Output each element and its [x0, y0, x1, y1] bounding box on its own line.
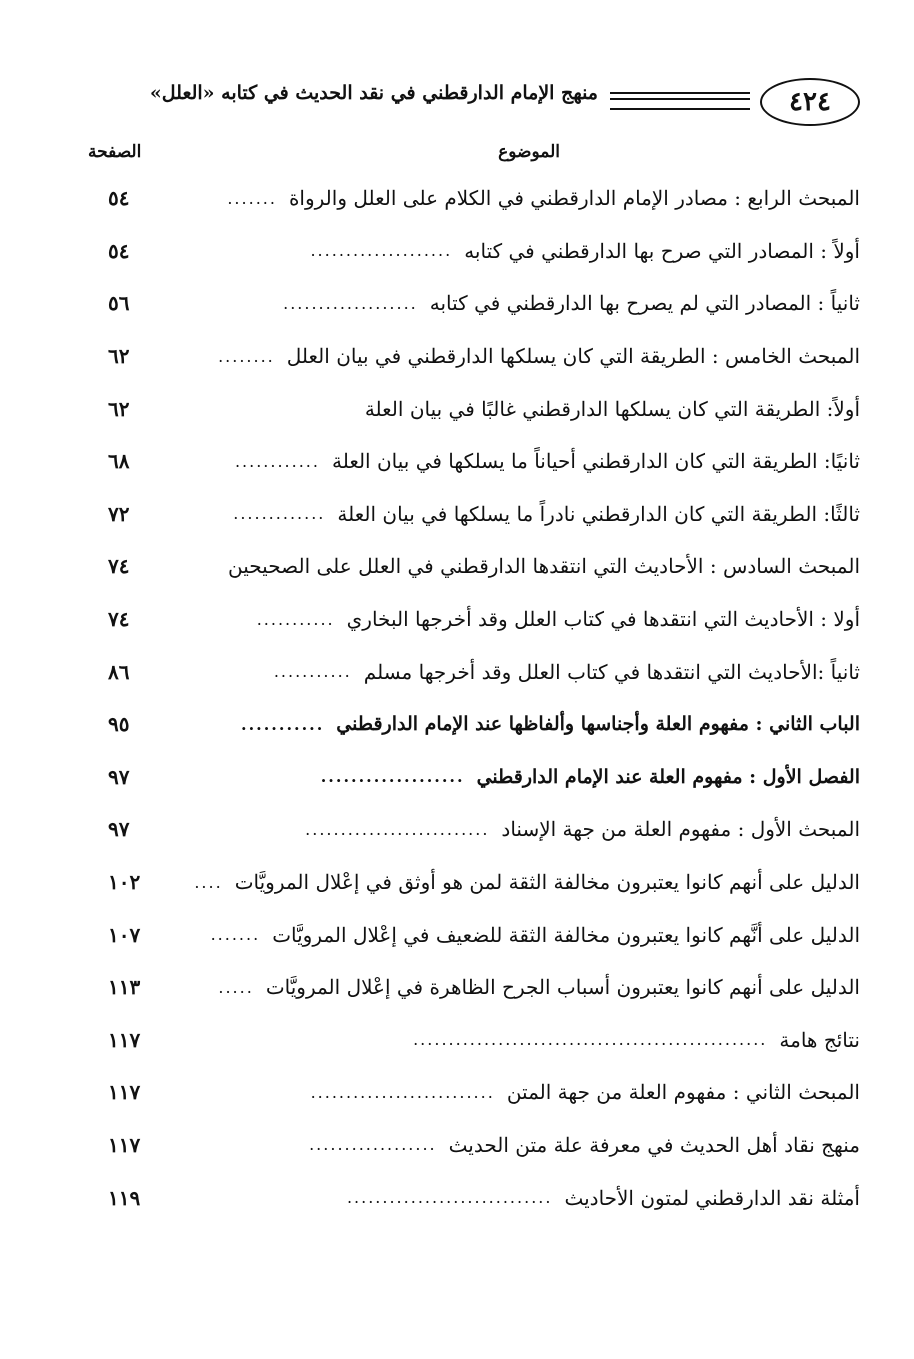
toc-row [60, 172, 860, 225]
toc-entry [283, 291, 860, 315]
toc-entry [211, 923, 860, 947]
toc-leader-dots: ............. [233, 504, 326, 524]
toc-entry-title: نتائج هامة [779, 1027, 860, 1052]
page-column-header: الصفحة [88, 142, 142, 162]
toc-entry [311, 1080, 860, 1104]
toc-row [60, 645, 860, 698]
toc-entry [216, 554, 860, 578]
page-header [60, 78, 860, 126]
toc-entry-title: ثانياً :الأحاديث التي انتقدها في كتاب العلل وقد أخرجها مسلم [363, 659, 860, 684]
toc-entry [227, 186, 860, 210]
toc-page-number: ٦٢ [108, 344, 130, 369]
toc-page-number: ١٠٢ [108, 870, 141, 895]
toc-entry-title: المبحث الرابع : مصادر الإمام الدارقطني في الكلام على العلل والرواة [288, 186, 860, 211]
toc-row [60, 225, 860, 278]
toc-leader-dots: .......................... [305, 819, 490, 839]
toc-row [60, 1066, 860, 1119]
toc-entry-title: المبحث الخامس : الطريقة التي كان يسلكها الدارقطني في بيان العلل [286, 344, 860, 369]
toc-entry-title: الدليل على أنهم كانوا يعتبرون أسباب الجرح الظاهرة في إعْلال المرويَّات [265, 975, 860, 1000]
toc-row [60, 330, 860, 383]
toc-page-number: ٨٦ [108, 659, 130, 684]
toc-leader-dots: .................. [309, 1135, 437, 1155]
toc-row [60, 1119, 860, 1172]
toc-page-number: ٩٧ [108, 817, 130, 842]
toc-leader-dots: ........... [273, 662, 352, 682]
running-title: منهج الإمام الدارقطني في نقد الحديث في كتابه «العلل» [149, 82, 598, 104]
toc-row [60, 540, 860, 593]
toc-row [60, 277, 860, 330]
toc-row [60, 908, 860, 961]
toc-entry-title: ثالثًا: الطريقة التي كان الدارقطني نادراً ما يسلكها في بيان العلة [337, 501, 860, 526]
page-number: ٤٢٤ [789, 87, 831, 117]
toc-row [60, 435, 860, 488]
toc-page-number: ٧٤ [108, 607, 130, 632]
toc-leader-dots: ............ [234, 451, 320, 471]
toc-entry-title: المبحث الثاني : مفهوم العلة من جهة المتن [506, 1080, 860, 1105]
toc-row [60, 382, 860, 435]
toc-entry [233, 502, 860, 526]
toc-page-number: ٧٤ [108, 554, 130, 579]
toc-page-number: ١١٧ [108, 1080, 141, 1105]
toc-row [60, 961, 860, 1014]
toc-entry-title: أولاً: الطريقة التي كان يسلكها الدارقطني غالبًا في بيان العلة [364, 396, 860, 421]
toc-page-number: ٦٨ [108, 449, 130, 474]
toc-page-number: ٩٧ [108, 764, 130, 789]
toc-entry-title: ثانياً : المصادر التي لم يصرح بها الدارقطني في كتابه [429, 291, 860, 316]
toc-entry [310, 239, 860, 263]
toc-entry [274, 660, 860, 684]
toc-row [60, 593, 860, 646]
toc-entry [218, 344, 860, 368]
toc-entry-title: أولاً : المصادر التي صرح بها الدارقطني في كتابه [464, 238, 860, 263]
toc-page-number: ١١٩ [108, 1185, 141, 1210]
toc-entry-title: أولا : الأحاديث التي انتقدها في كتاب العلل وقد أخرجها البخاري [346, 607, 860, 632]
toc-row [60, 856, 860, 909]
toc-page-number: ٦٢ [108, 396, 130, 421]
toc-list [60, 172, 860, 1224]
toc-entry [413, 1028, 860, 1052]
toc-leader-dots: ........... [256, 609, 335, 629]
toc-leader-dots: .......................... [310, 1082, 495, 1102]
toc-leader-dots: ....... [210, 925, 261, 945]
toc-leader-dots: ............................. [346, 1188, 553, 1208]
toc-leader-dots: ........ [218, 346, 275, 366]
toc-entry-title: الدليل على أنهم كانوا يعتبرون مخالفة الثقة لمن هو أوثق في إعْلال المرويَّات [234, 870, 860, 895]
toc-entry-title: الباب الثاني : مفهوم العلة وأجناسها وألفاظها عند الإمام الدارقطني [336, 713, 860, 736]
toc-leader-dots: ..... [218, 977, 254, 997]
toc-page-number: ١٠٧ [108, 922, 141, 947]
topic-column-header: الموضوع [498, 142, 560, 162]
toc-entry [321, 766, 860, 788]
toc-row [60, 1014, 860, 1067]
toc-leader-dots: ....... [227, 188, 277, 208]
toc-page-number: ١١٧ [108, 1132, 141, 1157]
toc-entry-title: الفصل الأول : مفهوم العلة عند الإمام الدارقطني [476, 765, 860, 788]
toc-leader-dots: .... [194, 872, 223, 892]
toc-leader-dots: .................... [310, 241, 453, 261]
toc-page-number: ١١٣ [108, 975, 141, 1000]
header-rule [610, 92, 750, 110]
toc-entry-title: أمثلة نقد الدارقطني لمتون الأحاديث [564, 1185, 860, 1210]
toc-entry [347, 1186, 860, 1210]
toc-row [60, 803, 860, 856]
toc-entry [235, 449, 860, 473]
toc-leader-dots: ................... [283, 293, 418, 313]
toc-row [60, 488, 860, 541]
column-headers [60, 142, 860, 172]
toc-row [60, 751, 860, 804]
toc-row [60, 1171, 860, 1224]
toc-entry-title: منهج نقاد أهل الحديث في معرفة علة متن الحديث [448, 1132, 860, 1157]
toc-entry-title: المبحث السادس : الأحاديث التي انتقدها الدارقطني في العلل على الصحيحين [228, 554, 860, 579]
toc-entry [257, 607, 860, 631]
toc-entry [309, 1133, 860, 1157]
toc-entry-title: ثانيًا: الطريقة التي كان الدارقطني أحياناً ما يسلكها في بيان العلة [331, 449, 860, 474]
toc-entry [194, 870, 860, 894]
toc-entry [241, 713, 860, 735]
toc-page-number: ٩٥ [108, 712, 130, 737]
toc-page-number: ٥٤ [108, 186, 130, 211]
toc-leader-dots: .................................................. [413, 1030, 768, 1050]
toc-leader-dots: ........... [241, 714, 325, 734]
toc-page-number: ٥٤ [108, 238, 130, 263]
toc-entry-title: المبحث الأول : مفهوم العلة من جهة الإسناد [501, 817, 860, 842]
toc-entry [353, 397, 860, 421]
toc-entry [305, 817, 860, 841]
page-number-badge [760, 78, 860, 126]
toc-page-number: ١١٧ [108, 1027, 141, 1052]
toc-page-number: ٧٢ [108, 501, 130, 526]
toc-leader-dots: ................... [320, 767, 465, 787]
toc-entry-title: الدليل على أنَّهم كانوا يعتبرون مخالفة الثقة للضعيف في إعْلال المرويَّات [272, 922, 860, 947]
toc-entry [218, 975, 860, 999]
toc-page-number: ٥٦ [108, 291, 130, 316]
toc-row [60, 698, 860, 751]
